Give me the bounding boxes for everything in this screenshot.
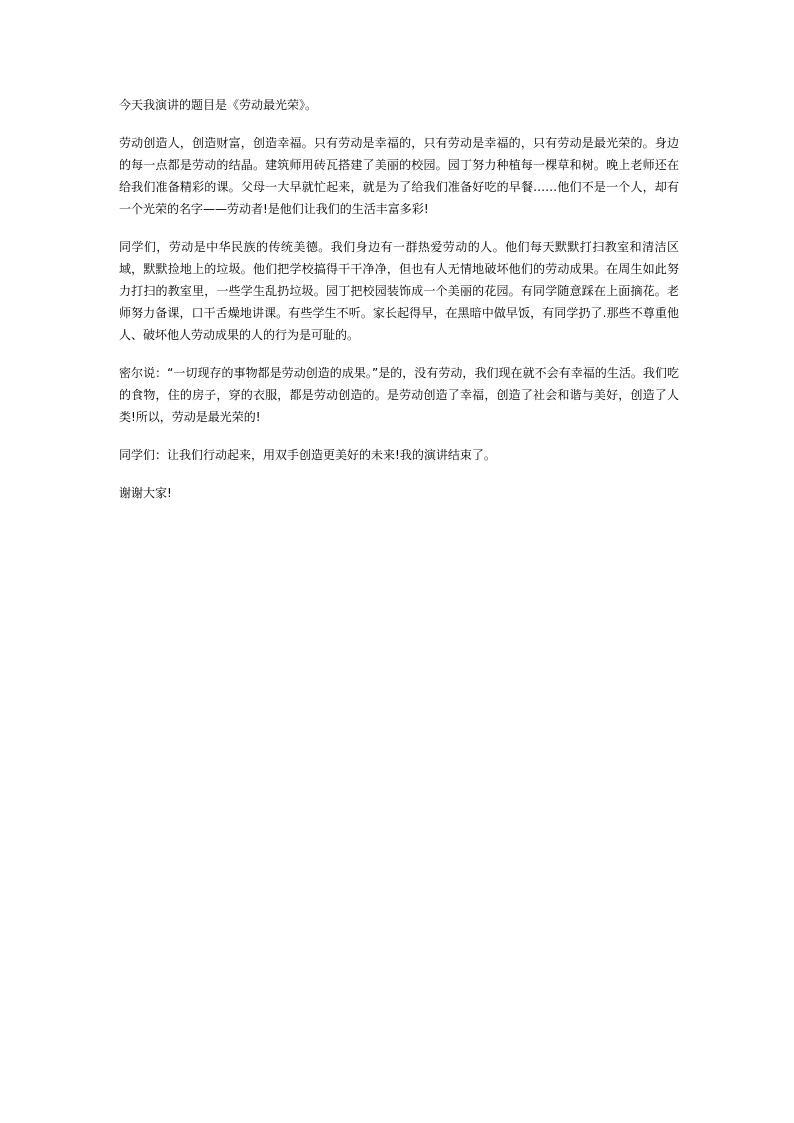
closing-thanks: 谢谢大家! [119, 486, 172, 500]
intro-paragraph: 今天我演讲的题目是《劳动最光荣》。 [119, 98, 318, 112]
paragraph-call-to-action: 同学们：让我们行动起来，用双手创造更美好的未来!我的演讲结束了。 [119, 448, 496, 462]
paragraph-labor-creates: 劳动创造人，创造财富，创造幸福。只有劳动是幸福的，只有劳动是幸福的，只有劳动是最光荣的。身边的每一点都是劳动的结晶。建筑师用砖瓦搭建了美丽的校园。园丁努力种植每一棵草和树。晚上老师还在给我们准备精彩的课。父母一大早就忙起来，就是为了给我们准备好吃的早餐……他们不是一个人，却有一个光荣的名字——劳动者!是他们让我们的生活丰富多彩! [119, 136, 679, 216]
document-body [119, 94, 679, 520]
paragraph-traditional-virtue: 同学们，劳动是中华民族的传统美德。我们身边有一群热爱劳动的人。他们每天默默打扫教室和清洁区域，默默捡地上的垃圾。他们把学校搞得干干净净，但也有人无情地破坏他们的劳动成果。在周生如此努力打扫的教室里，一些学生乱扔垃圾。园丁把校园装饰成一个美丽的花园。有同学随意踩在上面摘花。老师努力备课，口干舌燥地讲课。有些学生不听。家长起得早，在黑暗中做早饭，有同学扔了.那些不尊重他人、破坏他人劳动成果的人的行为是可耻的。 [119, 240, 679, 342]
paragraph-quote: 密尔说：“一切现存的事物都是劳动创造的成果。”是的，没有劳动，我们现在就不会有幸福的生活。我们吃的食物，住的房子，穿的衣服，都是劳动创造的。是劳动创造了幸福，创造了社会和谐与美好，创造了人类!所以，劳动是最光荣的! [119, 366, 679, 424]
